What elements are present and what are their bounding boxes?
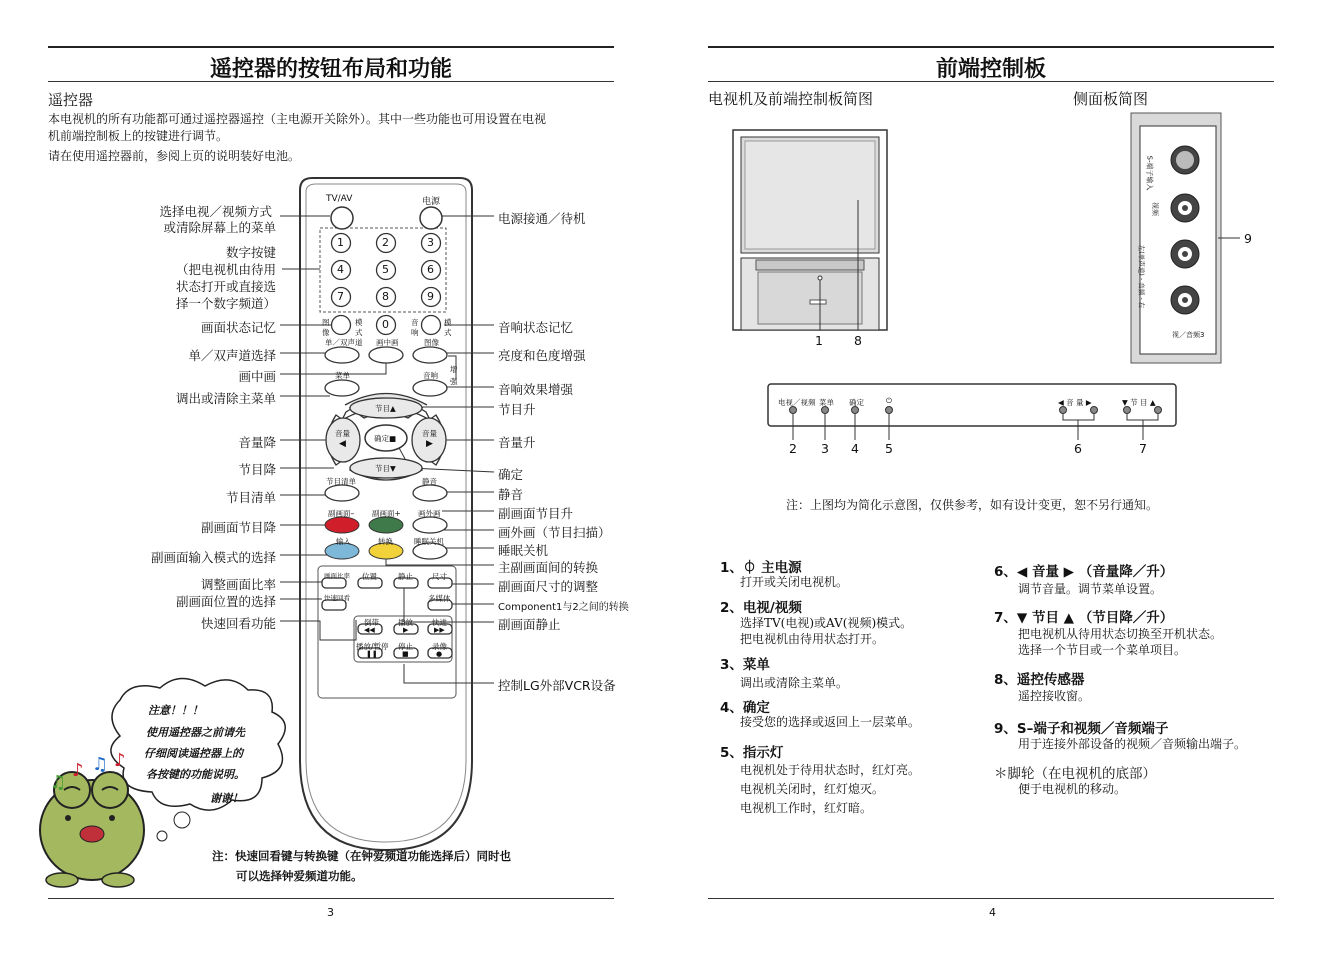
vol-left-label: 音量 bbox=[335, 429, 350, 438]
right-note: 注：上图均为简化示意图，仅供参考，如有设计变更，恕不另行通知。 bbox=[786, 498, 1159, 512]
left-page-title: 遥控器的按钮布局和功能 bbox=[209, 57, 452, 82]
pic-mode-char: 模 bbox=[355, 318, 363, 327]
svg-text:♪: ♪ bbox=[114, 750, 126, 771]
digit-0[interactable]: 0 bbox=[382, 318, 389, 331]
mute-label: 静音 bbox=[422, 477, 437, 486]
item-6-title: 6、◀ 音量 ▶ （音量降／升） bbox=[994, 564, 1174, 580]
play-button[interactable]: ▶ bbox=[403, 626, 409, 634]
play-label: 播放 bbox=[398, 618, 413, 627]
quick-view-button[interactable]: 快速回看 bbox=[324, 594, 350, 602]
stop-button[interactable]: ■ bbox=[402, 650, 409, 658]
menu-label: 菜单 bbox=[335, 371, 350, 380]
panel-menu-button: 菜单 bbox=[819, 398, 834, 407]
label-outside: 画外画（节目扫描） bbox=[498, 525, 611, 540]
outside-label: 画外画 bbox=[418, 509, 441, 518]
callout-4: 4 bbox=[851, 441, 859, 456]
tv-diagram-title: 电视机及前端控制板简图 bbox=[708, 90, 874, 108]
digit-5[interactable]: 5 bbox=[382, 263, 389, 276]
item-caster-title: ＊脚轮（在电视机的底部） bbox=[994, 766, 1156, 782]
label-sleep: 睡眠关机 bbox=[498, 543, 549, 558]
label-swap: 主副画面间的转换 bbox=[498, 560, 599, 575]
panel-ok-button: 确定 bbox=[849, 398, 864, 407]
panel-power-button: ⏻ bbox=[886, 396, 892, 405]
label-sub-ch-down: 副画面节目降 bbox=[200, 520, 276, 535]
item-5-title: 5、指示灯 bbox=[720, 745, 784, 761]
rewind-button[interactable]: ◀◀ bbox=[364, 626, 375, 634]
side-label-audio: 左(单声道) - 音频 - 右 bbox=[1137, 244, 1146, 309]
enhance-char: 增 bbox=[450, 365, 458, 374]
ch-down-button[interactable]: 节目▼ bbox=[375, 464, 396, 473]
record-label: 录像 bbox=[432, 642, 447, 651]
label-vcr: 控制LG外部VCR设备 bbox=[498, 678, 616, 693]
ok-button[interactable]: 确定■ bbox=[374, 434, 397, 443]
label-sound-effect: 音响效果增强 bbox=[498, 382, 574, 397]
aspect-button[interactable]: 画面比率 bbox=[324, 572, 350, 580]
digit-9[interactable]: 9 bbox=[427, 290, 434, 303]
bubble-line-2: 使用遥控器之前请先 bbox=[146, 726, 245, 739]
item-1-desc: 打开或关闭电视机。 bbox=[740, 575, 849, 589]
vol-right-button[interactable]: ▶ bbox=[426, 439, 433, 449]
digit-6[interactable]: 6 bbox=[427, 263, 434, 276]
label-select-tvav-2: 或清除屏幕上的菜单 bbox=[163, 220, 276, 235]
label-pip: 画中画 bbox=[238, 369, 276, 384]
panel-volume-buttons: ◀ 音 量 ▶ bbox=[1058, 398, 1092, 407]
vol-left-button[interactable]: ◀ bbox=[339, 439, 346, 449]
pip-label: 画中画 bbox=[376, 338, 399, 347]
page-number-left: 3 bbox=[327, 906, 334, 919]
label-sub-still: 副画面静止 bbox=[498, 617, 561, 632]
picture-label: 图像 bbox=[424, 338, 439, 347]
side-panel-title: 侧面板简图 bbox=[1073, 90, 1149, 108]
still-button[interactable]: 静止 bbox=[398, 572, 413, 581]
input-label: 输入 bbox=[336, 537, 351, 546]
item-1-title: 1、⏀ 主电源 bbox=[720, 560, 802, 576]
callout-1: 1 bbox=[815, 333, 823, 348]
item-8-title: 8、遥控传感器 bbox=[994, 672, 1085, 688]
bubble-line-4: 各按键的功能说明。 bbox=[146, 768, 245, 781]
item-9-title: 9、S–端子和视频／音频端子 bbox=[994, 721, 1169, 737]
snd-mode-char: 模 bbox=[444, 318, 452, 327]
callout-6: 6 bbox=[1074, 441, 1082, 456]
intro-line-3: 请在使用遥控器前，参阅上页的说明装好电池。 bbox=[48, 149, 301, 163]
label-digit-1: 数字按键 bbox=[225, 245, 276, 260]
right-page-title: 前端控制板 bbox=[935, 57, 1046, 82]
size-button[interactable]: 尺寸 bbox=[432, 572, 447, 581]
pause-button[interactable]: ❚❚ bbox=[366, 650, 378, 658]
label-digit-2: （把电视机由待用 bbox=[175, 262, 276, 277]
bubble-line-5: 谢谢！ bbox=[210, 792, 243, 805]
label-ch-down: 节目降 bbox=[238, 462, 276, 477]
label-confirm: 确定 bbox=[498, 467, 524, 482]
label-sub-position: 副画面位置的选择 bbox=[175, 594, 276, 609]
tvav-button-label: TV/AV bbox=[326, 194, 353, 204]
label-power: 电源接通／待机 bbox=[498, 211, 586, 226]
panel-channel-buttons: ▼ 节 目 ▲ bbox=[1122, 398, 1156, 407]
pic-mode-char: 式 bbox=[355, 328, 363, 337]
digit-8[interactable]: 8 bbox=[382, 290, 389, 303]
item-9-desc: 用于连接外部设备的视频／音频输出端子。 bbox=[1018, 737, 1247, 751]
label-picture-memory: 画面状态记忆 bbox=[200, 320, 276, 335]
label-ch-list: 节目清单 bbox=[225, 490, 276, 505]
vol-right-label: 音量 bbox=[422, 429, 437, 438]
play-pause-label: 播放/暂停 bbox=[356, 642, 389, 651]
svg-text:♫: ♫ bbox=[50, 772, 67, 793]
label-mute: 静音 bbox=[498, 487, 524, 502]
digit-4[interactable]: 4 bbox=[337, 263, 344, 276]
side-label-av3: 视／音频3 bbox=[1172, 331, 1205, 339]
stop-label: 停止 bbox=[398, 642, 413, 651]
bubble-line-1: 注意！！！ bbox=[148, 704, 203, 717]
intro-line-2: 机前端控制板上的按键进行调节。 bbox=[48, 129, 229, 143]
callout-7: 7 bbox=[1139, 441, 1147, 456]
svg-text:♫: ♫ bbox=[92, 754, 109, 775]
mono-stereo-label: 单／双声道 bbox=[325, 338, 363, 347]
label-ch-up: 节目升 bbox=[498, 402, 536, 417]
swap-label: 转换 bbox=[378, 537, 393, 546]
callout-2: 2 bbox=[789, 441, 797, 456]
label-digit-3: 状态打开或直接选 bbox=[175, 279, 276, 294]
label-component: Component1与2之间的转换 bbox=[498, 602, 629, 613]
intro-line-1: 本电视机的所有功能都可通过遥控器遥控（主电源开关除外）。其中一些功能也可用设置在电视 bbox=[48, 112, 547, 126]
ch-up-button[interactable]: 节目▲ bbox=[375, 404, 396, 413]
digit-3[interactable]: 3 bbox=[427, 236, 434, 249]
panel-tvav-button: 电视／视频 bbox=[778, 398, 816, 407]
ffwd-button[interactable]: ▶▶ bbox=[434, 626, 445, 634]
label-brightness: 亮度和色度增强 bbox=[498, 348, 586, 363]
item-5-desc-3: 电视机工作时，红灯暗。 bbox=[740, 801, 873, 815]
item-3-title: 3、菜单 bbox=[720, 657, 770, 673]
item-4-title: 4、确定 bbox=[720, 700, 770, 716]
item-4-desc: 接受您的选择或返回上一层菜单。 bbox=[740, 715, 921, 729]
side-label-svideo: S-端子输入 bbox=[1145, 155, 1154, 191]
rewind-label: 倒带 bbox=[364, 618, 379, 627]
item-7-title: 7、▼ 节目 ▲ （节目降／升） bbox=[994, 610, 1174, 626]
digit-7[interactable]: 7 bbox=[337, 290, 344, 303]
bubble-line-3: 仔细阅读遥控器上的 bbox=[144, 747, 243, 760]
sleep-label: 睡眠关机 bbox=[414, 537, 444, 546]
snd-mode-char: 响 bbox=[411, 328, 419, 337]
multimedia-button[interactable]: 多媒体 bbox=[428, 594, 451, 603]
label-vol-down: 音量降 bbox=[238, 435, 276, 450]
item-8-desc: 遥控接收窗。 bbox=[1018, 689, 1091, 703]
label-sub-size: 副画面尺寸的调整 bbox=[498, 579, 599, 594]
snd-mode-char: 式 bbox=[444, 328, 452, 337]
label-mono-stereo: 单／双声道选择 bbox=[188, 348, 276, 363]
item-2-desc-2: 把电视机由待用状态打开。 bbox=[740, 632, 885, 646]
right-bottom-rule bbox=[708, 898, 1274, 899]
label-sub-ch-up: 副画面节目升 bbox=[498, 506, 574, 521]
left-subtitle: 遥控器 bbox=[48, 91, 94, 109]
position-button[interactable]: 位置 bbox=[362, 572, 377, 581]
bottom-note-1: 注：快速回看键与转换键（在钟爱频道功能选择后）同时也 bbox=[212, 849, 511, 863]
callout-9: 9 bbox=[1244, 231, 1252, 246]
item-2-desc-1: 选择TV(电视)或AV(视频)模式。 bbox=[740, 616, 913, 630]
item-3-desc: 调出或清除主菜单。 bbox=[740, 676, 849, 690]
bottom-note-2: 可以选择钟爱频道功能。 bbox=[236, 869, 363, 883]
item-5-desc-2: 电视机关闭时，红灯熄灭。 bbox=[740, 782, 885, 796]
item-5-desc-1: 电视机处于待用状态时，红灯亮。 bbox=[740, 763, 921, 777]
pic-mode-char: 图 bbox=[322, 318, 330, 327]
sub-plus-label: 副画面+ bbox=[372, 509, 401, 518]
label-sound-memory: 音响状态记忆 bbox=[498, 320, 574, 335]
item-caster-desc: 便于电视机的移动。 bbox=[1018, 782, 1127, 796]
callout-5: 5 bbox=[885, 441, 893, 456]
record-button[interactable]: ● bbox=[436, 650, 443, 658]
digit-1[interactable]: 1 bbox=[337, 236, 344, 249]
enhance-char: 强 bbox=[450, 377, 458, 386]
svg-text:♪: ♪ bbox=[72, 760, 84, 781]
side-label-video: 视频 bbox=[1151, 202, 1159, 216]
label-quick-view: 快速回看功能 bbox=[200, 616, 276, 631]
item-7-desc-1: 把电视机从待用状态切换至开机状态。 bbox=[1018, 627, 1223, 641]
label-sub-input: 副画面输入模式的选择 bbox=[150, 550, 276, 565]
item-6-desc: 调节音量。调节菜单设置。 bbox=[1018, 582, 1163, 596]
label-select-tvav-1: 选择电视／视频方式 bbox=[159, 204, 272, 219]
label-vol-up: 音量升 bbox=[498, 435, 536, 450]
page-number-right: 4 bbox=[989, 906, 996, 919]
pic-mode-char: 像 bbox=[322, 328, 330, 337]
callout-3: 3 bbox=[821, 441, 829, 456]
sound-label: 音响 bbox=[423, 371, 438, 380]
label-digit-4: 择一个数字频道） bbox=[175, 296, 276, 311]
item-7-desc-2: 选择一个节目或一个菜单项目。 bbox=[1018, 643, 1187, 657]
ch-list-label: 节目清单 bbox=[326, 477, 356, 486]
snd-mode-char: 音 bbox=[411, 318, 419, 327]
digit-2[interactable]: 2 bbox=[382, 236, 389, 249]
label-menu: 调出或清除主菜单 bbox=[175, 391, 276, 406]
label-aspect: 调整画面比率 bbox=[200, 577, 276, 592]
ffwd-label: 快进 bbox=[432, 618, 447, 627]
power-button-label: 电源 bbox=[422, 197, 441, 207]
callout-8: 8 bbox=[854, 333, 862, 348]
item-2-title: 2、电视/视频 bbox=[720, 600, 802, 616]
sub-minus-label: 副画面– bbox=[328, 509, 355, 518]
